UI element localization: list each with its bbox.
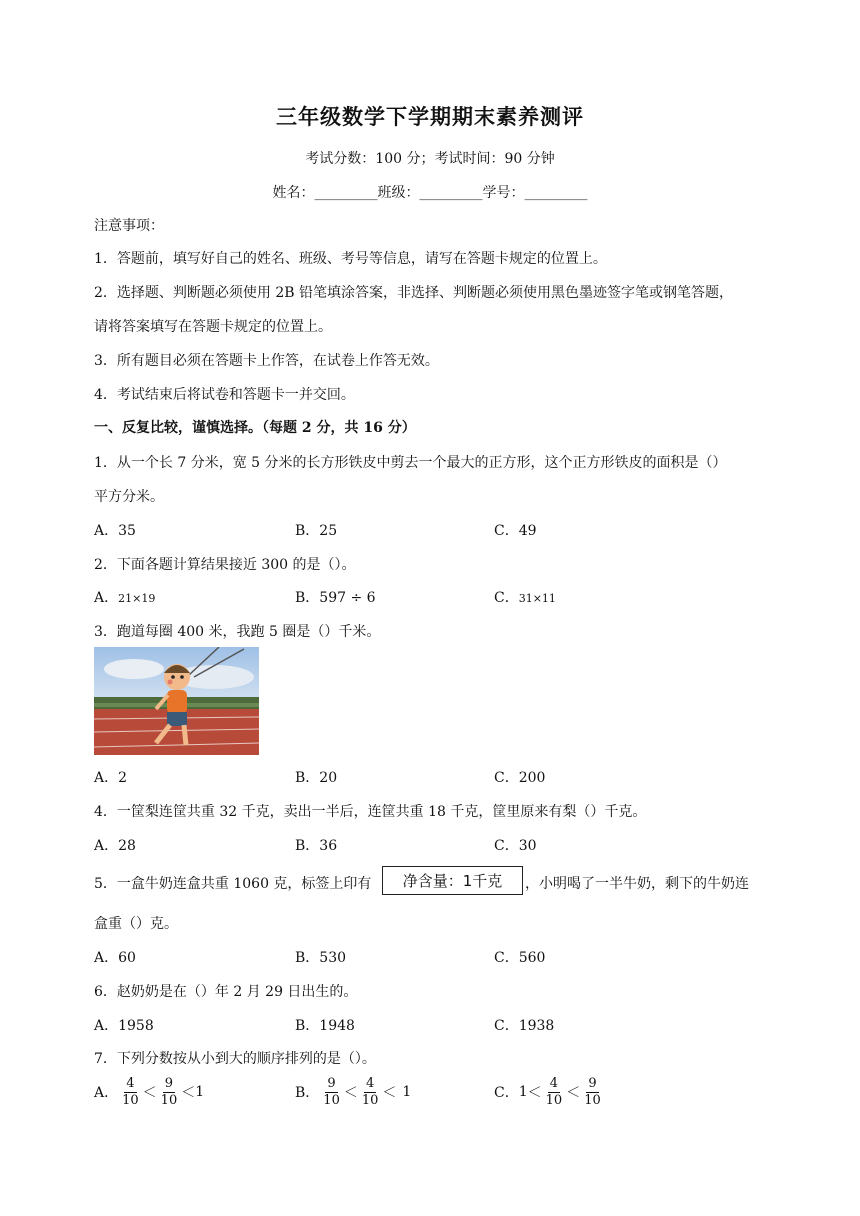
option-a: A．28	[94, 838, 136, 854]
option-c: C．49	[494, 523, 537, 539]
option-a: A．60	[94, 950, 136, 966]
fraction: $\frac{4}{10}$	[361, 1076, 379, 1108]
option-c: C．30	[494, 838, 537, 854]
student-fields: 姓名：_________班级：_________学号：_________	[272, 185, 588, 201]
option-b: B．597 ÷ 6	[295, 590, 376, 606]
net-content-label: 净含量：1千克	[382, 866, 523, 895]
note-item: 1．答题前，填写好自己的姓名、班级、考号等信息，请写在答题卡规定的位置上。	[94, 251, 607, 267]
question-5-text: 5．一盒牛奶连盒共重 1060 克，标签上印有	[94, 876, 372, 892]
fraction: $\frac{4}{10}$	[545, 1076, 563, 1108]
option-b: B．36	[295, 838, 338, 854]
notes-heading: 注意事项：	[94, 218, 164, 234]
section-heading: 一、反复比较，谨慎选择。（每题 2 分，共 16 分）	[94, 420, 416, 436]
note-item: 3．所有题目必须在答题卡上作答，在试卷上作答无效。	[94, 353, 439, 369]
note-item: 2．选择题、判断题必须使用 2B 铅笔填涂答案，非选择、判断题必须使用黑色墨迹签字笔或钢笔答题，	[94, 285, 734, 301]
option-b: B．1948	[295, 1018, 355, 1034]
note-item: 请将答案填写在答题卡规定的位置上。	[94, 319, 332, 335]
option-a: A．1958	[94, 1018, 154, 1034]
option-c: C． 1 ＜ $\frac{4}{10}$ ＜ $\frac{9}{10}$	[494, 1076, 601, 1108]
expression: 31×11	[518, 592, 556, 605]
page-title: 三年级数学下学期期末素养测评	[276, 104, 584, 129]
fraction: $\frac{9}{10}$	[160, 1076, 178, 1108]
fraction: $\frac{9}{10}$	[584, 1076, 601, 1108]
note-item: 4．考试结束后将试卷和答题卡一并交回。	[94, 387, 355, 403]
question-1-text-cont: 平方分米。	[94, 489, 164, 505]
option-a: A．21×19	[94, 590, 156, 606]
running-track-photo	[94, 647, 259, 755]
question-2-text: 2．下面各题计算结果接近 300 的是（）。	[94, 557, 356, 573]
expression: 21×19	[118, 592, 156, 605]
question-3-text: 3．跑道每圈 400 米，我跑 5 圈是（）千米。	[94, 624, 381, 640]
question-1-text: 1．从一个长 7 分米，宽 5 分米的长方形铁皮中剪去一个最大的正方形，这个正方形铁皮的面积是（）	[94, 455, 727, 471]
option-c: C．1938	[494, 1018, 555, 1034]
question-4-text: 4．一筐梨连筐共重 32 千克，卖出一半后，连筐共重 18 千克，筐里原来有梨（）千克。	[94, 804, 647, 820]
option-b: B．20	[295, 770, 338, 786]
option-c: C．560	[494, 950, 546, 966]
question-7-text: 7．下列分数按从小到大的顺序排列的是（）。	[94, 1051, 376, 1067]
question-5-text-cont: 盒重（）克。	[94, 916, 178, 932]
option-c: C．200	[494, 770, 546, 786]
question-6-text: 6．赵奶奶是在（）年 2 月 29 日出生的。	[94, 984, 358, 1000]
option-b: B．25	[295, 523, 338, 539]
question-5-text-after: ，小明喝了一半牛奶，剩下的牛奶连	[525, 876, 749, 892]
option-b: B．530	[295, 950, 347, 966]
fraction: $\frac{9}{10}$	[323, 1076, 340, 1108]
option-b: B． $\frac{9}{10}$ ＜ $\frac{4}{10}$ ＜ 1	[295, 1076, 412, 1108]
option-a: A．2	[94, 770, 128, 786]
fraction: $\frac{4}{10}$	[122, 1076, 139, 1108]
option-a: A．35	[94, 523, 136, 539]
exam-info: 考试分数：100 分；考试时间：90 分钟	[305, 151, 555, 167]
option-c: C．31×11	[494, 590, 556, 606]
option-a: A． $\frac{4}{10}$ ＜ $\frac{9}{10}$ ＜ 1	[94, 1076, 205, 1108]
